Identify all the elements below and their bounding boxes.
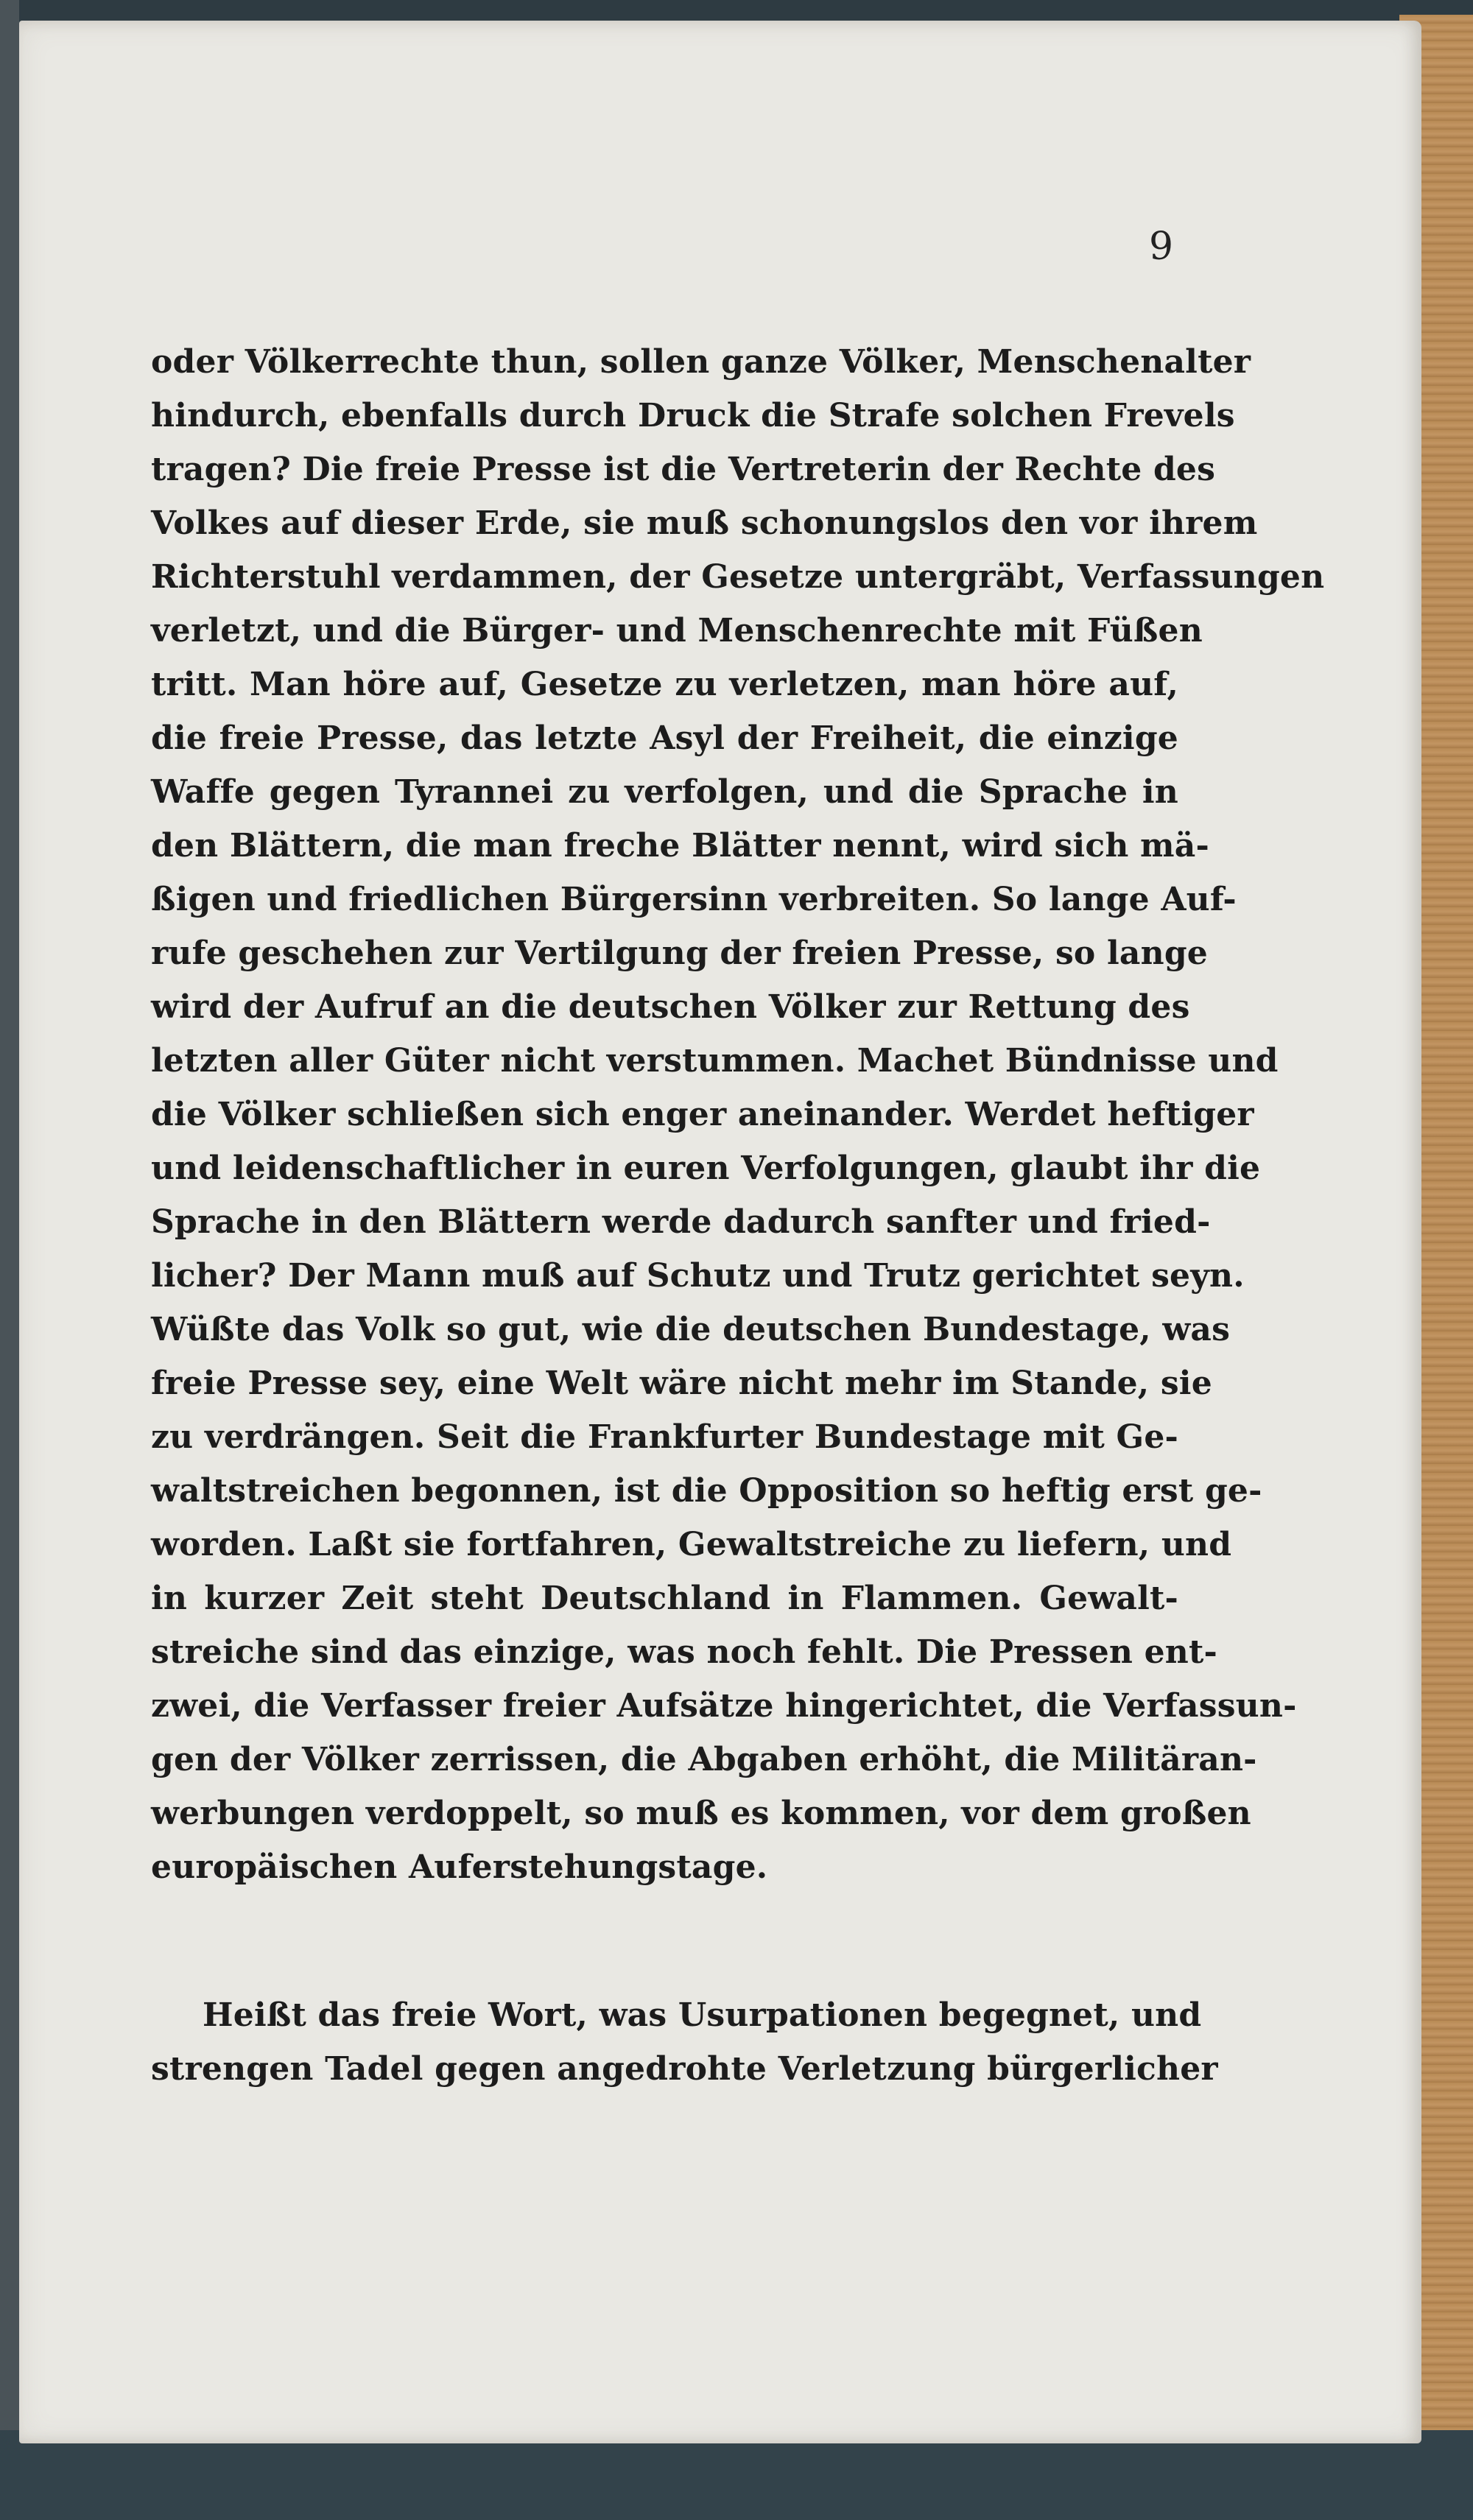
text-line: die Völker schließen sich enger aneinander. Werdet heftiger <box>151 1096 1254 1133</box>
text-line: tritt. Man höre auf, Gesetze zu verletzen, man höre auf, <box>151 666 1178 703</box>
text-line: zu verdrängen. Seit die Frankfurter Bundestage mit Ge- <box>151 1418 1178 1456</box>
text-line: europäischen Auferstehungstage. <box>151 1848 768 1886</box>
text-line: hindurch, ebenfalls durch Druck die Strafe solchen Frevels <box>151 397 1235 434</box>
text-line: Heißt das freie Wort, was Usurpationen begegnet, und <box>203 1996 1202 2034</box>
text-line: letzten aller Güter nicht verstummen. Machet Bündnisse und <box>151 1042 1279 1080</box>
text-line: strengen Tadel gegen angedrohte Verletzung bürgerlicher <box>151 2050 1218 2088</box>
text-line: oder Völkerrechte thun, sollen ganze Völker, Menschenalter <box>151 343 1251 381</box>
text-line: freie Presse sey, eine Welt wäre nicht mehr im Stande, sie <box>151 1365 1212 1402</box>
text-line: streiche sind das einzige, was noch fehlt. Die Pressen ent- <box>151 1633 1217 1671</box>
text-line: licher? Der Mann muß auf Schutz und Trutz gerichtet seyn. <box>151 1257 1245 1295</box>
paragraph-1 <box>151 335 1325 1894</box>
paragraph-2 <box>151 1988 1218 2096</box>
text-line: und leidenschaftlicher in euren Verfolgungen, glaubt ihr die <box>151 1150 1261 1187</box>
text-line: Volkes auf dieser Erde, sie muß schonungslos den vor ihrem <box>151 504 1258 542</box>
text-line: die freie Presse, das letzte Asyl der Freiheit, die einzige <box>151 719 1178 757</box>
book-binding-bottom <box>0 2430 1473 2520</box>
text-line: wird der Aufruf an die deutschen Völker zur Rettung des <box>151 988 1190 1026</box>
text-line: Sprache in den Blättern werde dadurch sanfter und fried- <box>151 1203 1211 1241</box>
text-line: in kurzer Zeit steht Deutschland in Flammen. Gewalt- <box>151 1580 1178 1617</box>
text-line: werbungen verdoppelt, so muß es kommen, vor dem großen <box>151 1795 1251 1832</box>
text-line: tragen? Die freie Presse ist die Vertreterin der Rechte des <box>151 451 1216 488</box>
text-line: zwei, die Verfasser freier Aufsätze hingerichtet, die Verfassun- <box>151 1687 1297 1725</box>
text-line: Wüßte das Volk so gut, wie die deutschen Bundestage, was <box>151 1311 1231 1348</box>
text-line: verletzt, und die Bürger- und Menschenrechte mit Füßen <box>151 612 1203 650</box>
text-line: ßigen und friedlichen Bürgersinn verbreiten. So lange Auf- <box>151 881 1237 918</box>
text-line: Waffe gegen Tyrannei zu verfolgen, und die Sprache in <box>151 773 1178 811</box>
text-line: den Blättern, die man freche Blätter nennt, wird sich mä- <box>151 827 1209 865</box>
text-line: Richterstuhl verdammen, der Gesetze untergräbt, Verfassungen <box>151 558 1325 596</box>
text-line: worden. Laßt sie fortfahren, Gewaltstreiche zu liefern, und <box>151 1526 1232 1563</box>
text-line: waltstreichen begonnen, ist die Opposition so heftig erst ge- <box>151 1472 1262 1510</box>
page-number: 9 <box>1149 225 1174 269</box>
text-line: rufe geschehen zur Vertilgung der freien Presse, so lange <box>151 935 1208 972</box>
text-line: gen der Völker zerrissen, die Abgaben erhöht, die Militäran- <box>151 1741 1257 1778</box>
book-binding-left <box>0 0 19 2520</box>
